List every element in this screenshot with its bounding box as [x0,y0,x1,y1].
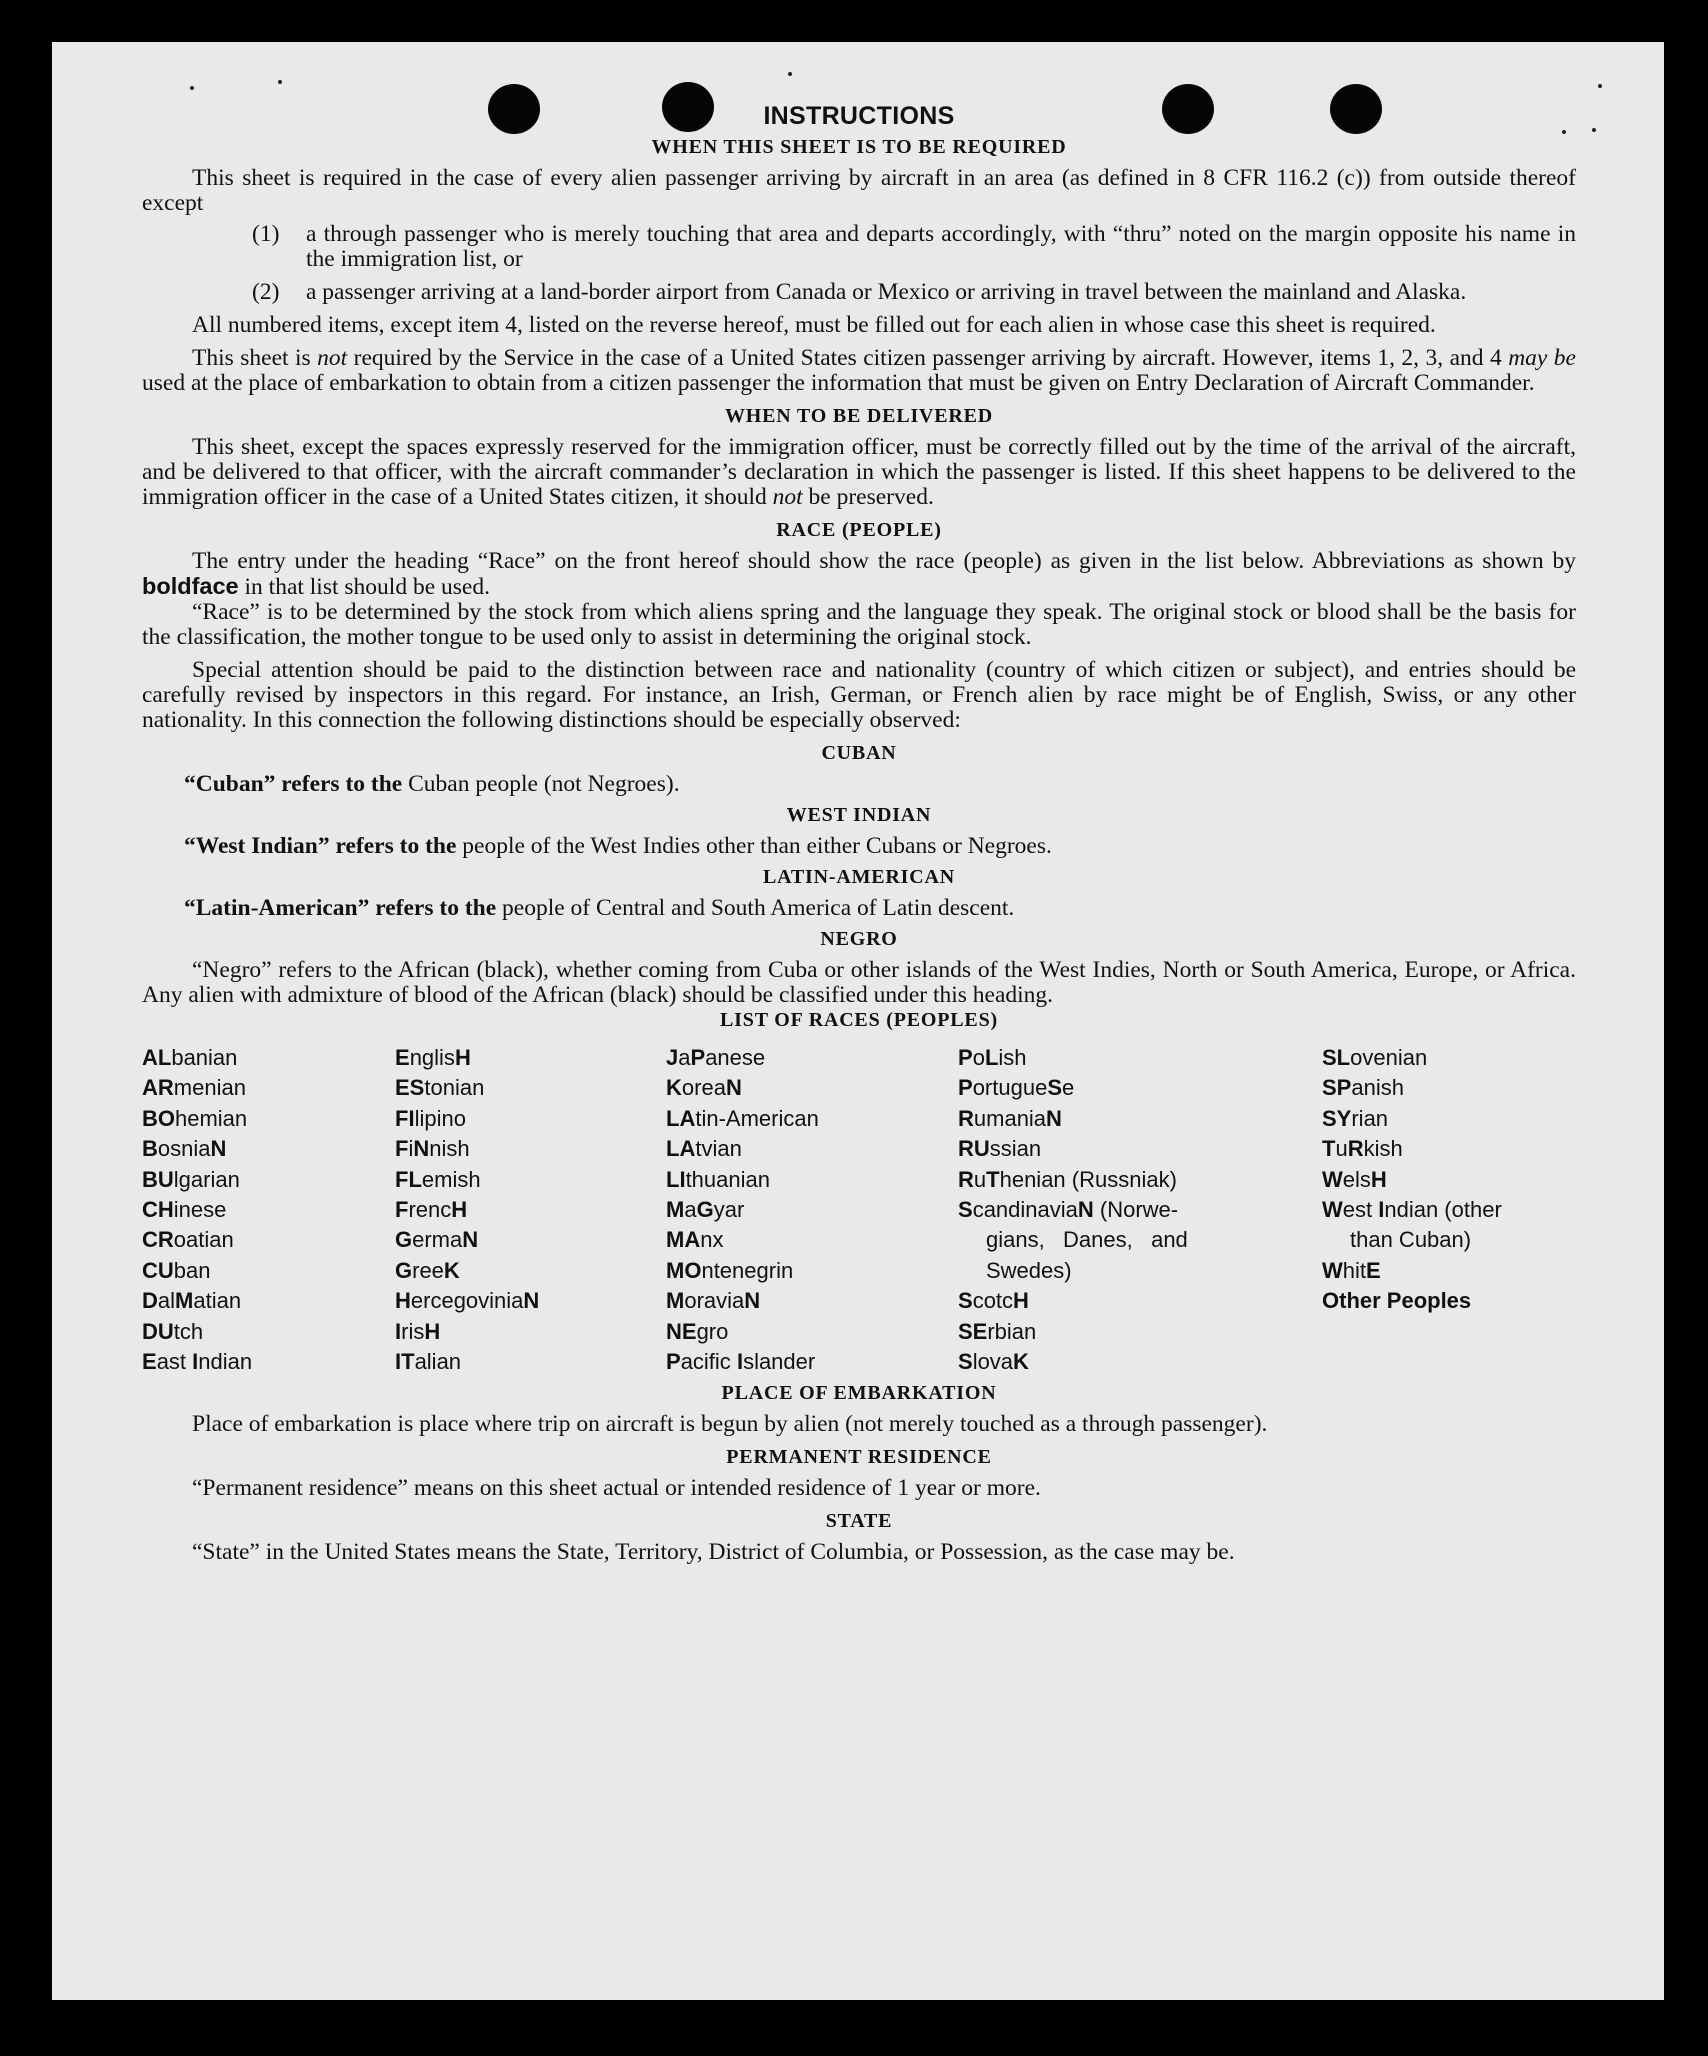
race-entry-continued: gians, Danes, and [986,1227,1188,1253]
distinction-term: “Latin-American” refers to the [184,895,497,921]
race-entry: CRoatian [142,1227,234,1253]
race-column [958,1043,1322,1377]
race-entry: CHinese [142,1197,227,1223]
race-entry: SYrian [1322,1105,1389,1131]
race-entry: EStonian [395,1075,485,1101]
race-column [395,1043,666,1377]
distinction-heading-latin-american: LATIN-AMERICAN [763,866,955,888]
distinction-heading-west-indian: WEST INDIAN [786,804,932,826]
race-entry: HercegoviniaN [395,1288,540,1314]
race-entry: BOhemian [142,1105,248,1131]
race-entry: GermaN [395,1227,479,1253]
distinction-latin-american: “Latin-American” refers to the people of Central and South America of Latin descent. [184,895,1015,921]
race-entry: PoLish [958,1045,1027,1070]
race-entry: IrisH [395,1318,441,1344]
race-entry: TuRkish [1322,1136,1403,1162]
race-entry: RUssian [958,1136,1042,1162]
race-entry-continued: than Cuban) [1350,1227,1472,1253]
residence-para: “Permanent residence” means on this sheet actual or intended residence of 1 year or more. [192,1475,1041,1502]
distinction-west-indian: “West Indian” refers to the people of the West Indies other than either Cubans or Negroes. [184,833,1052,859]
race-entry: LAtin-American [666,1105,819,1131]
race-entry: FIlipino [395,1105,466,1131]
exception-text: a through passenger who is merely touching that area and departs accordingly, with “thru” noted on the margin opposite his name in the immigration list, or [306,221,1576,272]
race-entry: ITalian [395,1349,462,1375]
speck [788,72,792,76]
emphasis: not [317,345,348,371]
instructions-content [142,104,1576,1573]
race-entry: RumaniaN [958,1105,1062,1131]
race-entry: WhitE [1322,1257,1381,1283]
race-entry-continued: Swedes) [986,1257,1072,1283]
race-entry: Pacific Islander [666,1349,816,1375]
race-entry: ARmenian [142,1075,246,1101]
race-entry: WelsH [1322,1166,1387,1192]
speck [1592,128,1596,132]
race-entry: FrencH [395,1197,468,1223]
race-entry: JaPanese [666,1045,766,1070]
race-entry: SlovaK [958,1349,1029,1375]
race-entry: PortugueSe [958,1075,1075,1101]
race-entry: FiNnish [395,1136,470,1162]
section-heading-embarkation: PLACE OF EMBARKATION [721,1382,997,1405]
race-entry: NEgro [666,1318,729,1344]
race-entry: East Indian [142,1349,253,1375]
distinction-term: “Cuban” refers to the [184,771,403,797]
distinction-cuban: “Cuban” refers to the Cuban people (not Negroes). [184,771,680,797]
section-heading-state: STATE [825,1510,893,1533]
boldface-word: boldface [142,573,239,599]
race-entry: KoreaN [666,1075,742,1101]
state-para: “State” in the United States means the State, Territory, District of Columbia, or Possession, as the case may be. [192,1539,1235,1566]
race-entry: ScotcH [958,1288,1029,1314]
required-intro: This sheet is required in the case of every alien passenger arriving by aircraft in an area (as defined in 8 CFR 116.2 (c)) from outside thereof except [142,165,1576,216]
document-sheet [52,42,1664,2000]
race-entry: DUtch [142,1318,204,1344]
race-entry: ScandinaviaN (Norwe- [958,1197,1179,1223]
race-entry: SPanish [1322,1075,1404,1101]
exception-number: (2) [252,279,280,305]
negro-para: “Negro” refers to the African (black), whether coming from Cuba or other islands of the West Indies, North or South America, Europe, or Africa. Any alien with admixture of blood of the African (black) should be classified under this heading. [142,957,1576,1008]
required-para-citizen: This sheet is not required by the Service in the case of a United States citizen passenger arriving by aircraft. However, items 1, 2, 3, and 4 may be used at the place of embarkation to obtain from a citizen passenger the information that must be given on Entry Declaration of Aircraft Commander. [142,345,1576,396]
race-entry: MAnx [666,1227,724,1253]
race-entry: MoraviaN [666,1288,761,1314]
race-entry: West Indian (other [1322,1197,1502,1223]
required-para-items: All numbered items, except item 4, listed on the reverse hereof, must be filled out for each alien in whose case this sheet is required. [192,312,1436,338]
page-title: INSTRUCTIONS [763,102,955,130]
section-heading-delivered: WHEN TO BE DELIVERED [724,405,994,427]
race-entry: CUban [142,1257,211,1283]
speck [278,80,282,84]
section-heading-race: RACE (PEOPLE) [776,519,942,541]
race-entry: BosniaN [142,1136,227,1162]
emphasis: not [772,484,803,510]
speck [1598,84,1602,88]
section-heading-residence: PERMANENT RESIDENCE [726,1446,992,1469]
distinction-heading-cuban: CUBAN [821,742,897,764]
section-heading-negro: NEGRO [820,928,898,950]
emphasis: may be [1508,345,1576,371]
race-column [1322,1043,1576,1377]
exception-item [252,280,1576,305]
race-entry: ALbanian [142,1045,238,1070]
race-list-heading: LIST OF RACES (PEOPLES) [720,1009,998,1031]
race-entry: LIthuanian [666,1166,770,1192]
exception-item [252,222,1576,272]
race-list [142,1043,1576,1377]
exception-number: (1) [252,221,280,247]
delivered-para: This sheet, except the spaces expressly reserved for the immigration officer, must be correctly filled out by the time of the arrival of the aircraft, and be delivered to that officer, with the aircraft commander’s declaration in which the passenger is listed. If this sheet happens to be delivered to the immigration officer in the case of a United States citizen, it should not be preserved. [142,434,1576,510]
race-entry: Other Peoples [1322,1288,1472,1314]
race-column [666,1043,958,1377]
race-entry: SLovenian [1322,1045,1428,1070]
race-column [142,1043,395,1377]
exception-text: a passenger arriving at a land-border airport from Canada or Mexico or arriving in travel between the mainland and Alaska. [306,279,1467,305]
race-entry: MOntenegrin [666,1257,794,1283]
race-entry: FLemish [395,1166,481,1192]
race-entry: EnglisH [395,1045,471,1070]
race-entry: MaGyar [666,1197,745,1223]
embarkation-para: Place of embarkation is place where trip on aircraft is begun by alien (not merely touched as a through passenger). [192,1411,1268,1438]
race-entry: DalMatian [142,1288,242,1314]
speck [190,86,194,90]
distinction-term: “West Indian” refers to the [184,833,457,859]
section-heading-required: WHEN THIS SHEET IS TO BE REQUIRED [651,136,1067,158]
race-entry: SErbian [958,1318,1037,1344]
race-entry: RuThenian (Russniak) [958,1166,1177,1192]
race-entry: GreeK [395,1257,460,1283]
race-para-3: Special attention should be paid to the distinction between race and nationality (country of which citizen or subject), and entries should be carefully revised by inspectors in this regard. For instance, an Irish, German, or French alien by race might be of English, Swiss, or any other nationality. In this connection the following distinctions should be especially observed: [142,657,1576,733]
race-entry: LAtvian [666,1136,742,1162]
race-para-1: The entry under the heading “Race” on the front hereof should show the race (people) as given in the list below. Abbreviations as shown by boldface in that list should be used. [142,548,1576,600]
race-para-2: “Race” is to be determined by the stock from which aliens spring and the language they speak. The original stock or blood shall be the basis for the classification, the mother tongue to be used only to assist in determining the original stock. [142,599,1576,650]
race-entry: BUlgarian [142,1166,240,1192]
